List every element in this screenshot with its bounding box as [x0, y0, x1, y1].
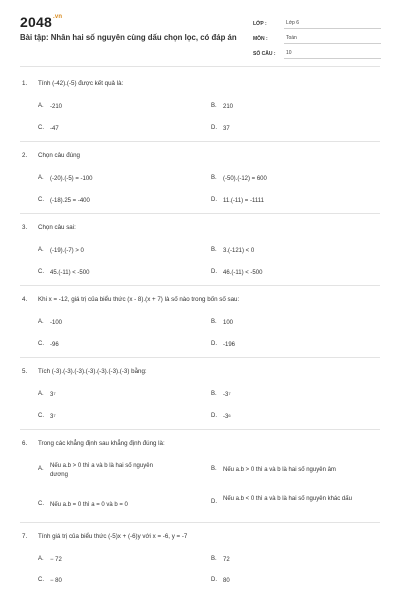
option-text: 3 [50, 414, 54, 420]
option-letter: A. [38, 466, 44, 472]
option-letter: B. [211, 466, 217, 472]
option-d[interactable] [211, 125, 230, 134]
option-exponent: 7 [53, 391, 56, 396]
question-text [22, 533, 380, 540]
question-prompt: Tính giá trị của biểu thức (-5)x + (-6)y với x = -6, y = -7 [38, 533, 188, 540]
option-b[interactable] [211, 556, 230, 565]
question-prompt: Trong các khẳng định sau khẳng định đúng là: [38, 440, 165, 447]
option-text: -210 [50, 104, 63, 110]
option-letter: C. [38, 341, 44, 347]
option-text: 72 [223, 557, 230, 563]
option-c[interactable] [38, 197, 90, 206]
question-1 [20, 80, 380, 87]
option-b[interactable] [211, 247, 254, 256]
option-a[interactable] [38, 247, 84, 256]
option-c[interactable] [38, 501, 128, 510]
question-number: 5. [22, 368, 28, 375]
question-3 [20, 224, 380, 231]
option-letter: B. [211, 247, 217, 253]
option-text: Nếu a.b = 0 thì a = 0 và b = 0 [50, 502, 128, 508]
option-a[interactable] [38, 103, 62, 112]
worksheet-header [0, 0, 400, 62]
option-text: 46.(-11) < -500 [223, 270, 263, 276]
question-text [22, 440, 380, 447]
option-letter: D. [211, 269, 217, 275]
option-letter: D. [211, 341, 217, 347]
question-prompt: Tích (-3).(-3).(-3).(-3).(-3).(-3).(-3) bằng: [38, 368, 147, 375]
option-text: 45.(-11) < -500 [50, 270, 90, 276]
option-exponent: 7 [228, 391, 231, 396]
option-text: − 72 [50, 557, 62, 563]
option-letter: A. [38, 247, 44, 253]
option-letter: B. [211, 175, 217, 181]
divider [20, 213, 380, 214]
option-text: -3 [223, 392, 229, 398]
option-letter: B. [211, 103, 217, 109]
option-d[interactable] [211, 495, 381, 505]
question-prompt: Chọn câu sai: [38, 224, 76, 231]
option-letter: A. [38, 319, 44, 325]
divider [20, 285, 380, 286]
divider [20, 522, 380, 523]
option-text: -47 [50, 126, 59, 132]
option-d[interactable] [211, 577, 230, 586]
option-b[interactable] [211, 466, 336, 475]
question-number: 1. [22, 80, 28, 87]
worksheet-meta [253, 14, 381, 59]
option-c[interactable] [38, 341, 59, 350]
option-text: -196 [223, 342, 236, 348]
meta-value: 10 [284, 50, 381, 59]
meta-label: MÔN : [253, 36, 268, 42]
option-text: − 80 [50, 578, 62, 584]
meta-row-class [253, 14, 381, 29]
option-text: 100 [223, 320, 234, 326]
option-exponent: 6 [228, 413, 231, 418]
option-letter: C. [38, 577, 44, 583]
option-text: Nếu a.b > 0 thì a và b là hai số nguyên dương [50, 463, 153, 478]
option-exponent: 7 [53, 413, 56, 418]
option-letter: D. [211, 577, 217, 583]
option-b[interactable] [211, 175, 267, 184]
question-4 [20, 296, 380, 303]
option-d[interactable] [211, 413, 231, 422]
option-a[interactable] [38, 462, 198, 480]
question-text [22, 152, 380, 159]
question-text [22, 224, 380, 231]
question-number: 4. [22, 296, 28, 303]
option-d[interactable] [211, 269, 262, 278]
option-letter: C. [38, 413, 44, 419]
option-text: (-19).(-7) > 0 [50, 248, 84, 254]
question-prompt: Tính (-42).(-5) được kết quả là: [38, 80, 124, 87]
option-letter: B. [211, 319, 217, 325]
question-2 [20, 152, 380, 159]
option-letter: D. [211, 125, 217, 131]
question-number: 3. [22, 224, 28, 231]
option-text: (-20).(-5) = -100 [50, 176, 93, 182]
option-letter: B. [211, 391, 217, 397]
option-b[interactable] [211, 103, 233, 112]
question-5 [20, 368, 380, 375]
meta-value: Lớp 6 [284, 20, 381, 29]
option-text: 3 [50, 392, 54, 398]
divider [20, 66, 380, 67]
option-text: 210 [223, 104, 234, 110]
meta-label: LỚP : [253, 21, 267, 27]
option-letter: A. [38, 556, 44, 562]
divider [20, 141, 380, 142]
meta-row-count [253, 44, 381, 59]
question-text [22, 80, 380, 87]
option-letter: C. [38, 501, 44, 507]
option-text: 80 [223, 578, 230, 584]
meta-row-subject [253, 29, 381, 44]
logo-text: 2048 [20, 14, 52, 30]
option-letter: A. [38, 103, 44, 109]
option-letter: D. [211, 499, 217, 505]
question-number: 7. [22, 533, 28, 540]
option-c[interactable] [38, 577, 62, 586]
option-text: 37 [223, 126, 230, 132]
option-b[interactable] [211, 319, 233, 328]
divider [20, 429, 380, 430]
option-letter: D. [211, 413, 217, 419]
option-a[interactable] [38, 391, 56, 400]
option-letter: B. [211, 556, 217, 562]
question-prompt: Khi x = -12, giá trị của biểu thức (x - 8).(x + 7) là số nào trong bốn số sau: [38, 296, 240, 303]
option-d[interactable] [211, 341, 235, 350]
option-text: -100 [50, 320, 63, 326]
option-c[interactable] [38, 269, 89, 278]
question-text [22, 296, 380, 303]
option-letter: A. [38, 391, 44, 397]
worksheet-title: Bài tập: Nhân hai số nguyên cùng dấu chọn lọc, có đáp án [20, 33, 237, 42]
question-number: 2. [22, 152, 28, 159]
option-a[interactable] [38, 319, 62, 328]
option-text: Nếu a.b < 0 thì a và b là hai số nguyên khác dấu [223, 496, 352, 502]
option-b[interactable] [211, 391, 231, 400]
logo-suffix: .vn [52, 14, 63, 20]
option-text: -96 [50, 342, 59, 348]
meta-value: Toán [284, 35, 381, 44]
option-letter: C. [38, 269, 44, 275]
option-text: -3 [223, 414, 229, 420]
option-c[interactable] [38, 125, 59, 134]
option-text: Nếu a.b > 0 thì a và b là hai số nguyên âm [223, 467, 336, 473]
question-text [22, 368, 380, 375]
divider [20, 357, 380, 358]
question-6 [20, 440, 380, 447]
option-c[interactable] [38, 413, 56, 422]
option-d[interactable] [211, 197, 264, 206]
question-7 [20, 533, 380, 540]
option-text: (-18).25 = -400 [50, 198, 90, 204]
option-text: 3.(-121) < 0 [223, 248, 255, 254]
option-letter: A. [38, 175, 44, 181]
option-letter: C. [38, 125, 44, 131]
meta-label: SỐ CÂU : [253, 51, 276, 57]
option-a[interactable] [38, 556, 62, 565]
option-text: (-50).(-12) = 600 [223, 176, 267, 182]
option-a[interactable] [38, 175, 93, 184]
site-logo[interactable] [20, 14, 62, 30]
question-prompt: Chọn câu đúng [38, 152, 80, 159]
question-number: 6. [22, 440, 28, 447]
option-letter: C. [38, 197, 44, 203]
option-letter: D. [211, 197, 217, 203]
option-text: 11.(-11) = -1111 [223, 198, 264, 204]
